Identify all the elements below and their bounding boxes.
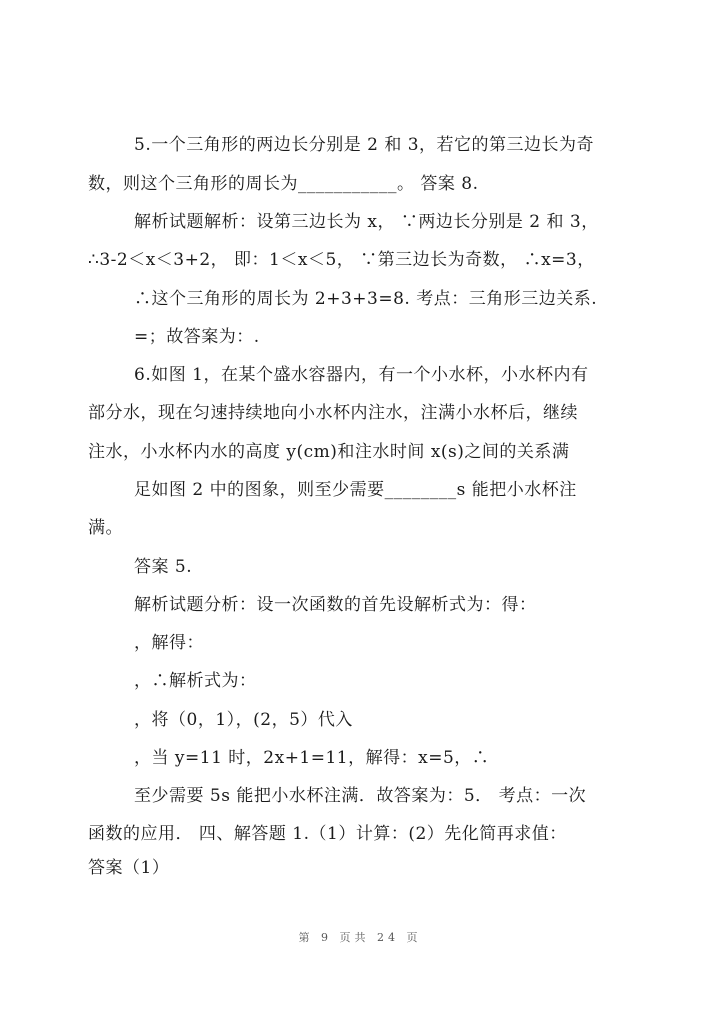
text-line: ∴这个三角形的周长为 2+3+3=8. 考点：三角形三边关系. xyxy=(134,289,598,309)
text-line: 函数的应用． 四、解答题 1.（1）计算：(2）先化简再求值： xyxy=(88,824,567,844)
text-line: 注水，小水杯内水的高度 y(cm)和注水时间 x(s)之间的关系满 xyxy=(88,442,570,462)
text-line: 数，则这个三角形的周长为___________。 答案 8. xyxy=(88,174,479,194)
text-line: 解析试题解析：设第三边长为 x， ∵两边长分别是 2 和 3， xyxy=(134,212,599,232)
text-line: 满。 xyxy=(88,518,123,538)
text-line: ，解得： xyxy=(134,633,204,653)
text-line: 足如图 2 中的图象，则至少需要________s 能把小水杯注 xyxy=(134,480,577,500)
text-line: 解析试题分析：设一次函数的首先设解析式为：得： xyxy=(134,595,537,615)
text-line: =；故答案为：. xyxy=(134,327,260,347)
text-line: ∴3-2＜x＜3+2， 即：1＜x＜5， ∵第三边长为奇数， ∴x=3， xyxy=(88,250,595,270)
text-line: 答案（1） xyxy=(88,858,170,878)
text-line: ，将（0，1），(2，5）代入 xyxy=(134,710,353,730)
text-line: 至少需要 5s 能把小水杯注满．故答案为：5． 考点：一次 xyxy=(134,786,587,806)
text-line: ，∴解析式为： xyxy=(134,671,257,691)
text-line: 6.如图 1，在某个盛水容器内，有一个小水杯，小水杯内有 xyxy=(134,365,589,385)
text-line: 5.一个三角形的两边长分别是 2 和 3，若它的第三边长为奇 xyxy=(134,135,595,155)
text-line: ，当 y=11 时，2x+1=11，解得：x=5，∴ xyxy=(134,748,490,768)
text-line: 答案 5. xyxy=(134,557,193,577)
page-number-footer: 第 9 页共 24 页 xyxy=(298,931,422,944)
text-line: 部分水，现在匀速持续地向小水杯内注水，注满小水杯后，继续 xyxy=(88,403,578,423)
